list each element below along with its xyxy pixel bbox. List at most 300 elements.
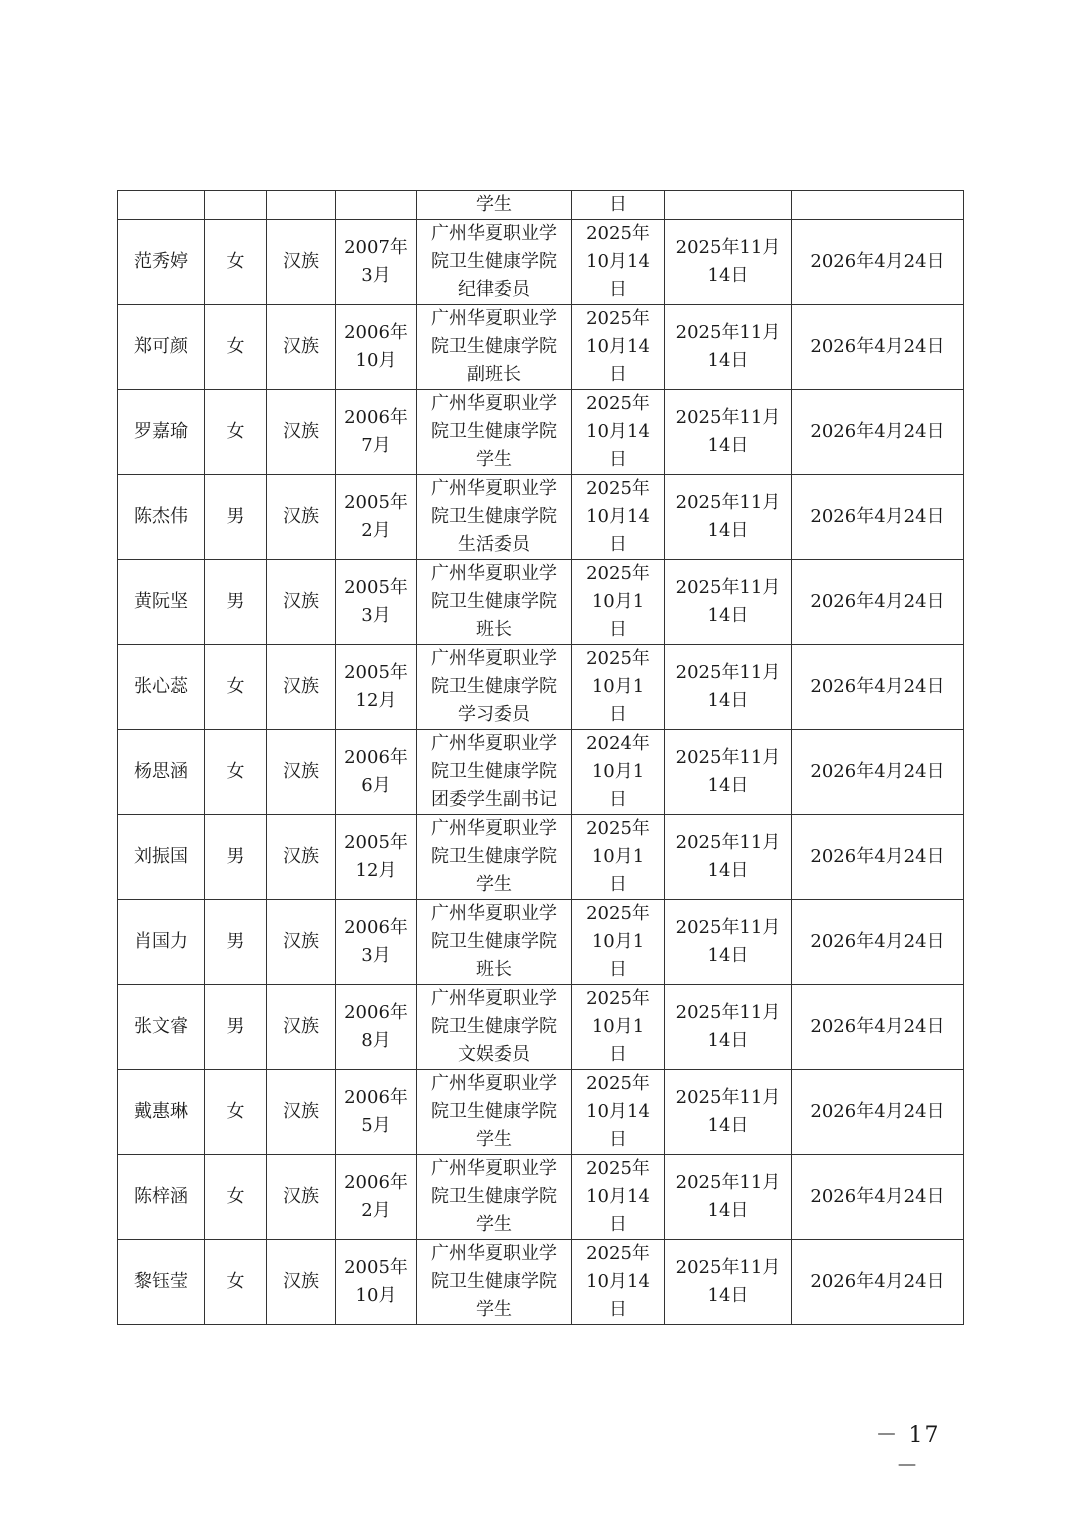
birth-line: 2006年 (344, 322, 408, 343)
join-date-line: 2025年 (586, 393, 650, 414)
name-text: 黄阮坚 (134, 591, 188, 612)
join-date-line: 2025年 (586, 988, 650, 1009)
join-date-line: 10月14 (586, 1271, 650, 1292)
name-cell (118, 305, 205, 390)
start-date-line: 14日 (707, 1285, 749, 1306)
join-date-line: 2024年 (586, 733, 650, 754)
name-text: 郑可颜 (134, 336, 188, 357)
table-row (118, 305, 964, 390)
end-date-text: 2026年4月24日 (810, 676, 945, 697)
join-date-line: 日 (609, 279, 627, 300)
birth-line: 12月 (355, 690, 397, 711)
start-date-cell (665, 730, 792, 815)
start-date-line: 2025年11月 (675, 832, 781, 853)
table-row (118, 220, 964, 305)
role-line: 院卫生健康学院 (431, 676, 557, 697)
start-date-cell (665, 645, 792, 730)
ethnicity-cell (267, 305, 336, 390)
ethnicity-cell (267, 560, 336, 645)
join-date-line: 日 (609, 959, 627, 980)
birth-line: 2005年 (344, 662, 408, 683)
role-line: 广州华夏职业学 (431, 563, 557, 584)
gender-cell (205, 815, 267, 900)
birth-cell (336, 815, 417, 900)
end-date-cell (792, 815, 964, 900)
role-cell (417, 985, 572, 1070)
join-date-line: 2025年 (586, 478, 650, 499)
end-date-text: 2026年4月24日 (810, 591, 945, 612)
join-date-cell (572, 305, 665, 390)
join-date-line: 日 (609, 1214, 627, 1235)
join-date-line: 日 (609, 449, 627, 470)
end-date-text: 2026年4月24日 (810, 761, 945, 782)
join-date-line: 10月14 (586, 336, 650, 357)
end-date-cell (792, 220, 964, 305)
gender-text: 男 (226, 506, 245, 527)
gender-cell (205, 730, 267, 815)
ethnicity-cell (267, 815, 336, 900)
birth-line: 3月 (361, 265, 391, 286)
role-line: 学生 (476, 1129, 512, 1150)
gender-cell (205, 1070, 267, 1155)
role-line: 广州华夏职业学 (431, 903, 557, 924)
role-line: 院卫生健康学院 (431, 1101, 557, 1122)
gender-text: 男 (226, 1016, 245, 1037)
join-date-cell (572, 815, 665, 900)
birth-line: 12月 (355, 860, 397, 881)
gender-text: 女 (226, 761, 245, 782)
birth-line: 7月 (361, 435, 391, 456)
join-date-line: 2025年 (586, 818, 650, 839)
birth-line: 10月 (355, 1285, 397, 1306)
role-line: 院卫生健康学院 (431, 506, 557, 527)
start-date-line: 2025年11月 (675, 407, 781, 428)
role-line: 广州华夏职业学 (431, 478, 557, 499)
gender-cell (205, 985, 267, 1070)
end-date-cell (792, 1070, 964, 1155)
role-cell (417, 191, 572, 220)
ethnicity-cell (267, 645, 336, 730)
name-cell (118, 560, 205, 645)
role-line: 广州华夏职业学 (431, 988, 557, 1009)
gender-text: 男 (226, 931, 245, 952)
birth-line: 3月 (361, 945, 391, 966)
birth-line: 2006年 (344, 1002, 408, 1023)
join-date-line: 2025年 (586, 1243, 650, 1264)
role-line: 文娱委员 (458, 1044, 530, 1065)
role-cell (417, 815, 572, 900)
role-line: 院卫生健康学院 (431, 591, 557, 612)
start-date-line: 14日 (707, 945, 749, 966)
ethnicity-cell (267, 1155, 336, 1240)
join-date-cell (572, 560, 665, 645)
end-date-text: 2026年4月24日 (810, 336, 945, 357)
birth-cell (336, 191, 417, 220)
name-text: 罗嘉瑜 (134, 421, 188, 442)
birth-line: 2006年 (344, 407, 408, 428)
table-row (118, 985, 964, 1070)
role-line: 广州华夏职业学 (431, 648, 557, 669)
join-date-line: 日 (609, 364, 627, 385)
gender-cell (205, 220, 267, 305)
gender-text: 女 (226, 421, 245, 442)
join-date-line: 10月14 (586, 506, 650, 527)
role-cell (417, 900, 572, 985)
ethnicity-text: 汉族 (283, 1186, 319, 1207)
ethnicity-cell (267, 1070, 336, 1155)
table-row (118, 1155, 964, 1240)
birth-line: 8月 (361, 1030, 391, 1051)
end-date-cell (792, 985, 964, 1070)
role-line: 纪律委员 (458, 279, 530, 300)
table-row (118, 815, 964, 900)
role-line: 院卫生健康学院 (431, 1016, 557, 1037)
join-date-line: 日 (609, 874, 627, 895)
start-date-line: 2025年11月 (675, 1257, 781, 1278)
gender-cell (205, 305, 267, 390)
start-date-cell (665, 220, 792, 305)
birth-cell (336, 645, 417, 730)
role-line: 学生 (476, 1299, 512, 1320)
name-cell (118, 1155, 205, 1240)
role-line: 团委学生副书记 (431, 789, 557, 810)
birth-line: 5月 (361, 1115, 391, 1136)
role-line: 院卫生健康学院 (431, 846, 557, 867)
join-date-line: 10月14 (586, 251, 650, 272)
start-date-line: 14日 (707, 1115, 749, 1136)
role-cell (417, 1155, 572, 1240)
birth-cell (336, 1240, 417, 1325)
start-date-line: 14日 (707, 690, 749, 711)
join-date-line: 10月1 (591, 1016, 645, 1037)
join-date-line: 10月1 (591, 591, 645, 612)
start-date-cell (665, 305, 792, 390)
join-date-line: 日 (609, 619, 627, 640)
name-text: 陈梓涵 (134, 1186, 188, 1207)
table-row (118, 730, 964, 815)
role-cell (417, 730, 572, 815)
end-date-cell (792, 730, 964, 815)
join-date-cell (572, 1070, 665, 1155)
join-date-line: 日 (609, 1044, 627, 1065)
start-date-line: 14日 (707, 1200, 749, 1221)
start-date-line: 14日 (707, 435, 749, 456)
gender-text: 男 (226, 591, 245, 612)
birth-line: 2007年 (344, 237, 408, 258)
name-text: 杨思涵 (134, 761, 188, 782)
birth-line: 10月 (355, 350, 397, 371)
start-date-line: 2025年11月 (675, 322, 781, 343)
gender-cell (205, 645, 267, 730)
role-line: 广州华夏职业学 (431, 308, 557, 329)
ethnicity-cell (267, 730, 336, 815)
end-date-cell (792, 1240, 964, 1325)
ethnicity-text: 汉族 (283, 931, 319, 952)
name-text: 张心蕊 (134, 676, 188, 697)
birth-cell (336, 390, 417, 475)
role-line: 院卫生健康学院 (431, 251, 557, 272)
ethnicity-text: 汉族 (283, 251, 319, 272)
ethnicity-cell (267, 390, 336, 475)
continuation-row (118, 191, 964, 220)
name-cell (118, 1070, 205, 1155)
name-cell (118, 815, 205, 900)
role-line: 广州华夏职业学 (431, 818, 557, 839)
end-date-cell (792, 1155, 964, 1240)
ethnicity-cell (267, 191, 336, 220)
join-date-tail: 日 (609, 194, 627, 215)
gender-cell (205, 475, 267, 560)
role-line: 广州华夏职业学 (431, 1158, 557, 1179)
join-date-line: 2025年 (586, 903, 650, 924)
start-date-line: 14日 (707, 860, 749, 881)
name-cell (118, 900, 205, 985)
table-row (118, 475, 964, 560)
start-date-line: 2025年11月 (675, 662, 781, 683)
end-date-text: 2026年4月24日 (810, 421, 945, 442)
start-date-cell (665, 1240, 792, 1325)
join-date-line: 10月14 (586, 1186, 650, 1207)
end-date-cell (792, 645, 964, 730)
table-row (118, 1070, 964, 1155)
join-date-cell (572, 730, 665, 815)
name-cell (118, 220, 205, 305)
ethnicity-cell (267, 900, 336, 985)
join-date-line: 2025年 (586, 1073, 650, 1094)
end-date-cell (792, 900, 964, 985)
join-date-line: 10月1 (591, 676, 645, 697)
role-line: 学生 (476, 449, 512, 470)
birth-line: 2月 (361, 1200, 391, 1221)
birth-cell (336, 475, 417, 560)
join-date-cell (572, 1240, 665, 1325)
table-row (118, 390, 964, 475)
join-date-line: 10月1 (591, 931, 645, 952)
birth-line: 2月 (361, 520, 391, 541)
roster-body (118, 191, 964, 1325)
end-date-text: 2026年4月24日 (810, 846, 945, 867)
join-date-cell (572, 390, 665, 475)
role-line: 学生 (476, 1214, 512, 1235)
join-date-line: 2025年 (586, 648, 650, 669)
start-date-line: 14日 (707, 775, 749, 796)
start-date-line: 14日 (707, 1030, 749, 1051)
join-date-line: 2025年 (586, 223, 650, 244)
name-cell (118, 730, 205, 815)
roster-table (117, 190, 964, 1325)
end-date-cell (792, 191, 964, 220)
join-date-cell (572, 900, 665, 985)
start-date-line: 14日 (707, 350, 749, 371)
role-line: 广州华夏职业学 (431, 1073, 557, 1094)
join-date-line: 日 (609, 704, 627, 725)
birth-line: 2005年 (344, 577, 408, 598)
role-line: 班长 (476, 619, 512, 640)
ethnicity-text: 汉族 (283, 421, 319, 442)
start-date-cell (665, 900, 792, 985)
join-date-line: 10月14 (586, 421, 650, 442)
gender-text: 女 (226, 251, 245, 272)
start-date-cell (665, 191, 792, 220)
start-date-cell (665, 1070, 792, 1155)
role-cell (417, 1240, 572, 1325)
start-date-line: 14日 (707, 265, 749, 286)
end-date-text: 2026年4月24日 (810, 1016, 945, 1037)
gender-cell (205, 1240, 267, 1325)
birth-line: 2006年 (344, 917, 408, 938)
ethnicity-text: 汉族 (283, 506, 319, 527)
start-date-line: 14日 (707, 605, 749, 626)
table-row (118, 560, 964, 645)
role-cell (417, 220, 572, 305)
gender-cell (205, 191, 267, 220)
ethnicity-cell (267, 985, 336, 1070)
end-date-text: 2026年4月24日 (810, 1271, 945, 1292)
birth-line: 2006年 (344, 1087, 408, 1108)
role-line: 广州华夏职业学 (431, 1243, 557, 1264)
ethnicity-cell (267, 1240, 336, 1325)
name-text: 范秀婷 (134, 251, 188, 272)
ethnicity-cell (267, 475, 336, 560)
ethnicity-text: 汉族 (283, 846, 319, 867)
role-line: 院卫生健康学院 (431, 931, 557, 952)
role-line: 学习委员 (458, 704, 530, 725)
role-tail: 学生 (476, 194, 512, 215)
join-date-line: 10月1 (591, 846, 645, 867)
end-date-cell (792, 305, 964, 390)
ethnicity-cell (267, 220, 336, 305)
name-cell (118, 645, 205, 730)
name-cell (118, 191, 205, 220)
name-text: 张文睿 (134, 1016, 188, 1037)
gender-text: 女 (226, 1186, 245, 1207)
end-date-text: 2026年4月24日 (810, 251, 945, 272)
gender-text: 女 (226, 1101, 245, 1122)
start-date-cell (665, 560, 792, 645)
start-date-line: 2025年11月 (675, 747, 781, 768)
birth-cell (336, 305, 417, 390)
join-date-line: 日 (609, 789, 627, 810)
role-line: 院卫生健康学院 (431, 421, 557, 442)
table-row (118, 900, 964, 985)
start-date-line: 2025年11月 (675, 577, 781, 598)
role-cell (417, 1070, 572, 1155)
role-line: 班长 (476, 959, 512, 980)
page-number: － 17 － (875, 1423, 941, 1479)
birth-cell (336, 985, 417, 1070)
role-line: 广州华夏职业学 (431, 733, 557, 754)
role-line: 广州华夏职业学 (431, 393, 557, 414)
gender-cell (205, 1155, 267, 1240)
birth-cell (336, 1155, 417, 1240)
table-row (118, 1240, 964, 1325)
birth-cell (336, 730, 417, 815)
role-line: 院卫生健康学院 (431, 1186, 557, 1207)
start-date-cell (665, 985, 792, 1070)
join-date-cell (572, 985, 665, 1070)
birth-cell (336, 220, 417, 305)
join-date-line: 日 (609, 1129, 627, 1150)
ethnicity-text: 汉族 (283, 591, 319, 612)
gender-cell (205, 560, 267, 645)
end-date-cell (792, 475, 964, 560)
start-date-cell (665, 475, 792, 560)
birth-line: 2005年 (344, 492, 408, 513)
end-date-text: 2026年4月24日 (810, 1101, 945, 1122)
end-date-text: 2026年4月24日 (810, 1186, 945, 1207)
name-cell (118, 390, 205, 475)
name-text: 黎钰莹 (134, 1271, 188, 1292)
end-date-text: 2026年4月24日 (810, 506, 945, 527)
end-date-text: 2026年4月24日 (810, 931, 945, 952)
name-text: 肖国力 (134, 931, 188, 952)
birth-line: 2005年 (344, 1257, 408, 1278)
join-date-cell (572, 475, 665, 560)
birth-line: 2005年 (344, 832, 408, 853)
role-line: 广州华夏职业学 (431, 223, 557, 244)
role-cell (417, 305, 572, 390)
role-line: 院卫生健康学院 (431, 336, 557, 357)
name-cell (118, 1240, 205, 1325)
join-date-line: 10月1 (591, 761, 645, 782)
role-cell (417, 390, 572, 475)
join-date-cell (572, 645, 665, 730)
gender-text: 女 (226, 336, 245, 357)
start-date-line: 2025年11月 (675, 1002, 781, 1023)
ethnicity-text: 汉族 (283, 676, 319, 697)
table-row (118, 645, 964, 730)
join-date-line: 2025年 (586, 1158, 650, 1179)
ethnicity-text: 汉族 (283, 1271, 319, 1292)
name-text: 陈杰伟 (134, 506, 188, 527)
birth-line: 2006年 (344, 747, 408, 768)
birth-line: 3月 (361, 605, 391, 626)
birth-cell (336, 1070, 417, 1155)
start-date-cell (665, 815, 792, 900)
role-cell (417, 645, 572, 730)
role-line: 学生 (476, 874, 512, 895)
role-line: 院卫生健康学院 (431, 1271, 557, 1292)
start-date-line: 2025年11月 (675, 492, 781, 513)
gender-cell (205, 390, 267, 475)
role-line: 生活委员 (458, 534, 530, 555)
join-date-cell (572, 191, 665, 220)
start-date-line: 2025年11月 (675, 1087, 781, 1108)
start-date-line: 2025年11月 (675, 1172, 781, 1193)
birth-cell (336, 560, 417, 645)
start-date-line: 2025年11月 (675, 237, 781, 258)
start-date-line: 14日 (707, 520, 749, 541)
ethnicity-text: 汉族 (283, 1101, 319, 1122)
role-line: 院卫生健康学院 (431, 761, 557, 782)
role-cell (417, 475, 572, 560)
gender-text: 女 (226, 676, 245, 697)
join-date-line: 10月14 (586, 1101, 650, 1122)
start-date-cell (665, 1155, 792, 1240)
ethnicity-text: 汉族 (283, 1016, 319, 1037)
role-line: 副班长 (467, 364, 521, 385)
join-date-line: 2025年 (586, 563, 650, 584)
join-date-line: 日 (609, 1299, 627, 1320)
birth-line: 6月 (361, 775, 391, 796)
gender-text: 男 (226, 846, 245, 867)
role-cell (417, 560, 572, 645)
name-text: 刘振国 (134, 846, 188, 867)
gender-text: 女 (226, 1271, 245, 1292)
birth-line: 2006年 (344, 1172, 408, 1193)
join-date-cell (572, 220, 665, 305)
ethnicity-text: 汉族 (283, 336, 319, 357)
